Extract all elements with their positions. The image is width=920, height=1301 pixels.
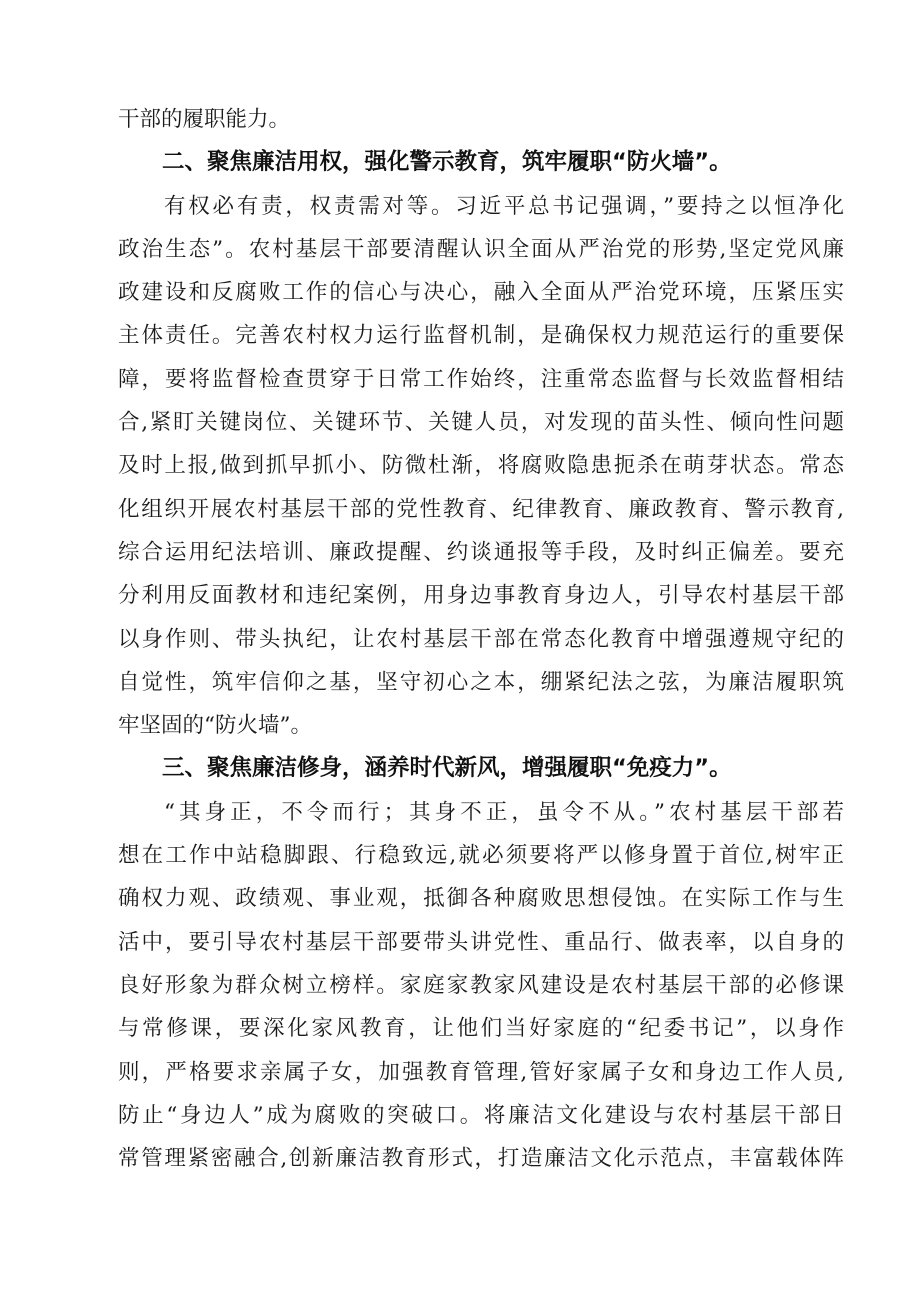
paragraph-line: 及时上报,做到抓早抓小、防微杜渐，将腐败隐患扼杀在萌芽状态。常态 bbox=[118, 453, 844, 479]
paragraph-line: 干部的履职能力。 bbox=[118, 107, 291, 132]
paragraph-line: 政治生态”。农村基层干部要清醒认识全面从严治党的形势,坚定党风廉 bbox=[118, 236, 844, 262]
paragraph-line: 主体责任。完善农村权力运行监督机制，是确保权力规范运行的重要保 bbox=[118, 323, 844, 349]
paragraph-line: 分利用反面教材和违纪案例，用身边事教育身边人，引导农村基层干部 bbox=[118, 583, 844, 609]
paragraph-line: 活中，要引导农村基层干部要带头讲党性、重品行、做表率，以自身的 bbox=[118, 929, 844, 955]
paragraph-line: 化组织开展农村基层干部的党性教育、纪律教育、廉政教育、警示教育, bbox=[118, 496, 844, 522]
paragraph-line: 防止“身边人”成为腐败的突破口。将廉洁文化建设与农村基层干部日 bbox=[118, 1102, 844, 1128]
paragraph-line: 与常修课，要深化家风教育，让他们当好家庭的“纪委书记”，以身作 bbox=[118, 1016, 844, 1042]
paragraph-line: 合,紧盯关键岗位、关键环节、关键人员，对发现的苗头性、倾向性问题 bbox=[118, 410, 844, 436]
section-heading-2: 二、聚焦廉洁用权，强化警示教育，筑牢履职“防火墙”。 bbox=[162, 149, 732, 176]
paragraph-line: 则，严格要求亲属子女，加强教育管理,管好家属子女和身边工作人员, bbox=[118, 1059, 844, 1085]
paragraph-line: 良好形象为群众树立榜样。家庭家教家风建设是农村基层干部的必修课 bbox=[118, 972, 844, 998]
paragraph-line: 牢坚固的“防火墙”。 bbox=[118, 713, 312, 739]
paragraph-line: 以身作则、带头执纪，让农村基层干部在常态化教育中增强遵规守纪的 bbox=[118, 626, 844, 652]
paragraph-line: 政建设和反腐败工作的信心与决心，融入全面从严治党环境，压紧压实 bbox=[118, 280, 844, 306]
paragraph-line: “其身正，不令而行；其身不正，虽令不从。”农村基层干部若 bbox=[164, 799, 844, 825]
paragraph-line: 有权必有责，权责需对等。习近平总书记强调，”要持之以恒净化 bbox=[164, 193, 844, 219]
paragraph-line: 想在工作中站稳脚跟、行稳致远,就必须要将严以修身置于首位,树牢正 bbox=[118, 843, 844, 869]
paragraph-line: 自觉性，筑牢信仰之基，坚守初心之本，绷紧纪法之弦，为廉洁履职筑 bbox=[118, 669, 844, 695]
document-body bbox=[118, 98, 844, 1180]
section-heading-3: 三、聚焦廉洁修身，涵养时代新风，增强履职“免疫力”。 bbox=[162, 755, 732, 782]
paragraph-line: 障，要将监督检查贯穿于日常工作始终，注重常态监督与长效监督相结 bbox=[118, 366, 844, 392]
paragraph-line: 综合运用纪法培训、廉政提醒、约谈通报等手段，及时纠正偏差。要充 bbox=[118, 539, 844, 565]
paragraph-line: 确权力观、政绩观、事业观，抵御各种腐败思想侵蚀。在实际工作与生 bbox=[118, 886, 844, 912]
paragraph-line: 常管理紧密融合,创新廉洁教育形式，打造廉洁文化示范点，丰富载体阵 bbox=[118, 1146, 844, 1172]
